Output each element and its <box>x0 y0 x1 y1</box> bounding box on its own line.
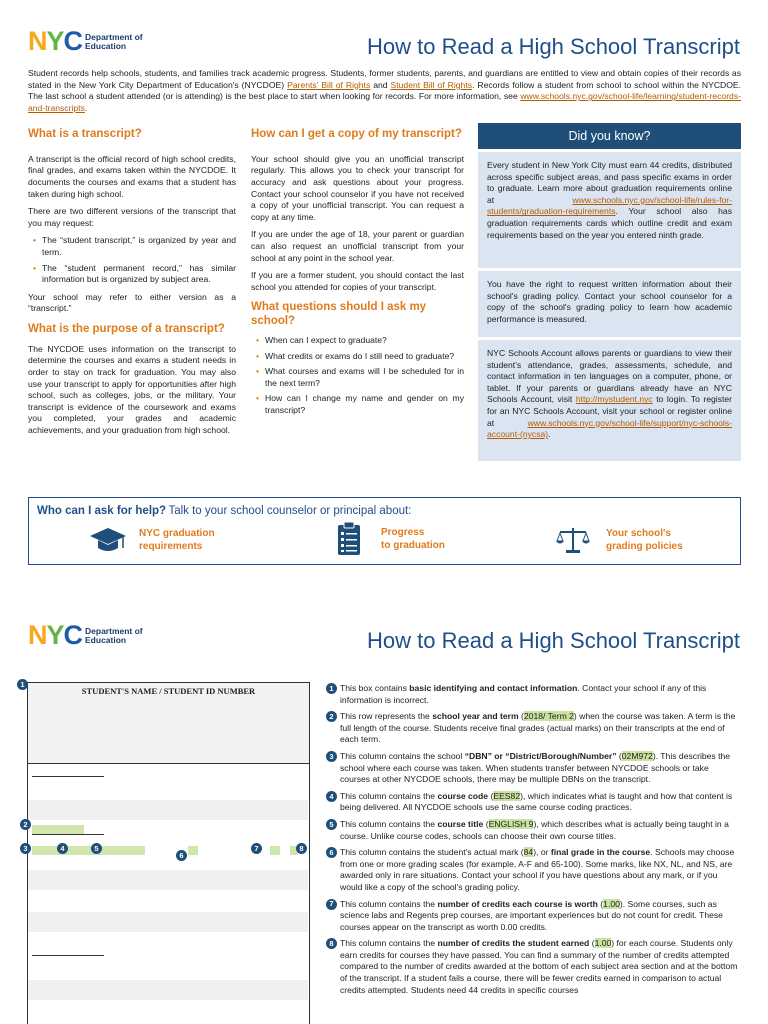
transcript-versions-list <box>28 235 236 285</box>
paragraph: The NYCDOE uses information on the transcript to determine the courses and exams a student needs in order to stay on track for graduation. You may also use your transcript to apply for opportunities after high school, such as colleges, jobs, or the military. Your transcript is evidence of the coursework and exams you completed, your grades and academic achievements, and your graduation from high school. <box>28 343 236 435</box>
callout-badge-3: 3 <box>20 843 31 854</box>
nyc-doe-logo-page2 <box>28 622 143 649</box>
page-title: How to Read a High School Transcript <box>367 34 740 59</box>
list-item: • How can I change my name and gender on my transcript? <box>251 393 464 416</box>
did-you-know-box-grading: You have the right to request written information about their school's grading policy. Contact your school counselor for a copy of the school's grading policy to learn how academic performance is measured. <box>478 271 741 337</box>
annotation-7: 7 This column contains the number of credits each course is worth (1.00). Some courses, such as science labs and Regents prep courses, are important experiences but do not count for credit. These courses appear on the transcript as worth 0.00 credits. <box>326 899 741 934</box>
help-question: Who can I ask for help? <box>37 505 167 517</box>
callout-badge-5: 5 <box>91 843 102 854</box>
highlight-course-row <box>32 846 145 855</box>
callout-badge-2: 2 <box>20 819 31 830</box>
nyc-doe-logo <box>28 28 143 55</box>
paragraph: A transcript is the official record of high school credits, final grades, and exams taken within the NYCDOE. It documents the courses and exams that a student has taken during high school. <box>28 153 236 199</box>
annotation-1: 1 This box contains basic identifying and contact information. Contact your school if any of this information is incorrect. <box>326 683 741 706</box>
annotation-5: 5 This column contains the course title (ENGLISH 9), which describes what is actually being taught in a course. Unlike course codes, schools can choose their own course titles. <box>326 819 741 842</box>
logo-nyc-wordmark: NYC <box>28 26 83 56</box>
list-item: • What credits or exams do I still need to graduate? <box>251 351 464 363</box>
heading-purpose-of-transcript: What is the purpose of a transcript? <box>28 322 225 335</box>
transcript-sample <box>27 764 310 1024</box>
page-title-page2: How to Read a High School Transcript <box>367 628 740 653</box>
logo-line-1: Department of <box>85 625 143 636</box>
parents-bill-of-rights-link[interactable]: Parents' Bill of Rights <box>287 79 371 90</box>
did-you-know-heading: Did you know? <box>478 123 741 149</box>
intro-paragraph: Student records help schools, students, and families track academic progress. Students, former students, parents, and guardians are entitled to view and obtain copies of their records as stated in the New York City Department of Education's (NYCDOE) Parents' Bill of Rights and Student Bill of Rights. Records follow a student from school to school within the NYCDOE. The last school a student attended (or is attending) is the best place to start when looking for records. For more information, see www.schools.nyc.gov/school-life/learning/student-records-and-transcripts. <box>28 68 742 113</box>
heading-how-to-get-copy: How can I get a copy of my transcript? <box>251 128 462 140</box>
graduation-cap-icon <box>89 526 127 554</box>
mystudent-link[interactable]: http://mystudent.nyc <box>575 394 653 405</box>
help-box <box>28 497 741 565</box>
paragraph: Your school should give you an unofficial transcript regularly. This allows you to check your transcript for accuracy and ask questions about your progress. Contact your school counselor if you have not received a copy of your unofficial transcript. You can request a copy at any time. <box>251 153 464 222</box>
help-item-graduation: NYC graduation requirements <box>89 526 215 554</box>
paragraph: If you are a former student, you should contact the last school you attended for copies of your transcript. <box>251 270 464 292</box>
scales-of-justice-icon <box>556 526 590 554</box>
annotation-6: 6 This column contains the student's actual mark (84), or final grade in the course. Schools may choose from one or more grading scales (for example, A-F and 65-100). Some marks, like NX, NL, and NS, are awarded only in rare situations. Contact your school if you have questions about any mark, or if you would like a copy of the school's grading policy. <box>326 847 741 893</box>
callout-badge-1: 1 <box>17 679 28 690</box>
column-get-copy <box>251 128 464 422</box>
graduation-requirements-link[interactable]: www.schools.nyc.gov/school-life/rules-for-students/graduation-requirements <box>487 194 732 217</box>
column-what-is-transcript <box>28 128 236 442</box>
heading-what-is-transcript: What is a transcript? <box>28 128 142 140</box>
list-item: • What courses and exams will I be scheduled for in the next term? <box>251 366 464 389</box>
list-item: • When can I expect to graduate? <box>251 335 464 347</box>
paragraph: There are two different versions of the transcript that you may request: <box>28 206 236 228</box>
callout-badge-8: 8 <box>296 843 307 854</box>
student-info-box <box>27 682 310 764</box>
questions-list <box>251 335 464 417</box>
annotations-list <box>326 683 741 1001</box>
callout-badge-4: 4 <box>57 843 68 854</box>
annotation-2: 2 This row represents the school year and term (2018/ Term 2) when the course was taken. A term is the full length of the course. Students receive final grades (actual marks) on their transcripts at the end of each term. <box>326 711 741 746</box>
did-you-know-box-graduation: Every student in New York City must earn 44 credits, distributed across specific subject areas, and pass specific exams in order to graduate. Learn more about graduation requirements online at www.schools.nyc.gov/school-life/rules-for-students/graduation-requirements. Your school also has graduation requirements cards which outline credit and exam requirements based on the year you entered ninth grade. <box>478 152 741 268</box>
annotation-8: 8 This column contains the number of credits the student earned (1.00) for each course. Students only earn credits for courses they have passed. You can find a summary of the number of credits attempted compared to the number of credits awarded at the bottom of each subject area section and at the bottom of the transcript. If a student fails a course, there will be fewer credits earned in comparison to actual credits attempted. Students need 44 credits in specific courses <box>326 938 741 996</box>
student-info-header: STUDENT'S NAME / STUDENT ID NUMBER <box>81 686 256 696</box>
callout-badge-6: 6 <box>176 850 187 861</box>
list-item: • The “student transcript,” is organized by year and term. <box>28 235 236 258</box>
logo-line-1: Department of <box>85 31 143 42</box>
logo-line-2: Education <box>85 40 127 51</box>
heading-questions-to-ask: What questions should I ask my school? <box>251 301 427 328</box>
help-item-grading: Your school's grading policies <box>556 526 683 554</box>
paragraph: Your school may refer to either version as a “transcript.” <box>28 291 236 314</box>
nycsa-link[interactable]: www.schools.nyc.gov/school-life/support/nyc-schools-account-(nycsa) <box>487 417 732 440</box>
annotation-4: 4 This column contains the course code (EES82), which indicates what is taught and how that content is being delivered. All NYCDOE schools use the same course coding practices. <box>326 791 741 814</box>
student-bill-of-rights-link[interactable]: Student Bill of Rights <box>390 79 473 90</box>
callout-badge-7: 7 <box>251 843 262 854</box>
student-records-link[interactable]: www.schools.nyc.gov/school-life/learning/student-records-and-transcripts <box>28 91 741 113</box>
logo-nyc-wordmark: NYC <box>28 620 83 650</box>
did-you-know-panel <box>478 123 741 461</box>
list-item: • The “student permanent record,” has similar information but is organized by subject area. <box>28 263 236 286</box>
annotation-3: 3 This column contains the school “DBN” or “District/Borough/Number” (02M972). This describes the school where each course was taken. When students transfer between NYCDOE schools or take courses at other NYCDOE schools, there may be multiple DBNs on the transcript. <box>326 751 741 786</box>
help-item-progress: Progress to graduation <box>337 522 445 556</box>
highlight-term <box>32 825 84 834</box>
clipboard-checklist-icon <box>337 522 361 556</box>
logo-line-2: Education <box>85 634 127 645</box>
help-text: Talk to your school counselor or principal about: <box>168 505 412 517</box>
did-you-know-box-nycsa: NYC Schools Account allows parents or guardians to view their student's attendance, grades, assessments, schedule, and contact information in ten languages on a computer, phone, or tablet. If your parents or guardians already have an NYC Schools Account, visit http://mystudent.nyc to login. To register for an NYC Schools Account, visit your school or register online at www.schools.nyc.gov/school-life/support/nyc-schools-account-(nycsa). <box>478 340 741 461</box>
paragraph: If you are under the age of 18, your parent or guardian can also request an unofficial transcript from your school at any point in the school year. <box>251 229 464 263</box>
